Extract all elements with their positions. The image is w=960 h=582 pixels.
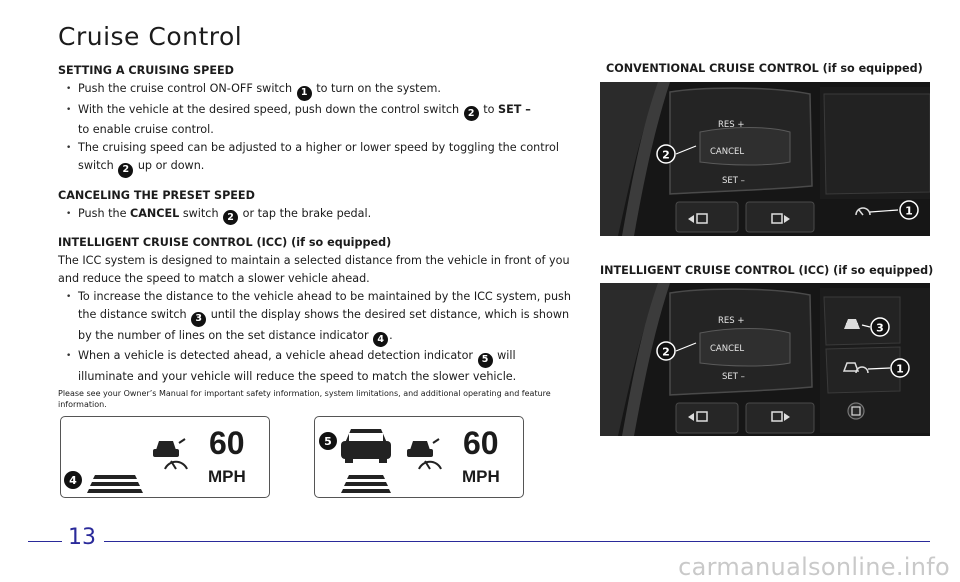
text: SET –: [498, 102, 531, 116]
icc-intro: The ICC system is designed to maintain a selected distance from the vehicle in front of you and reduce the speed to match a slower vehicle ahead.: [58, 254, 570, 285]
set-label: SET –: [722, 372, 745, 382]
text: to enable cruise control.: [78, 123, 214, 136]
text: Push the cruise control ON-OFF switch: [78, 82, 293, 95]
instructions-column: [58, 62, 573, 410]
vehicle-ahead-icon: [341, 429, 391, 463]
display-unit: MPH: [462, 467, 500, 486]
footer-rule-left: [28, 541, 62, 542]
callout-5: 5: [319, 432, 337, 450]
icc-bullet-2: [58, 347, 573, 386]
icc-heading: INTELLIGENT CRUISE CONTROL (ICC) (if so equipped): [58, 236, 392, 249]
text: .: [389, 328, 393, 342]
page-title: Cruise Control: [58, 22, 243, 51]
callout-4: 4: [64, 471, 82, 489]
callout-2: 2: [662, 148, 670, 162]
setting-heading: SETTING A CRUISING SPEED: [58, 64, 234, 77]
canceling-heading: CANCELING THE PRESET SPEED: [58, 188, 255, 202]
callout-badge: 1: [297, 86, 312, 101]
steering-switch-illustration: [600, 82, 930, 236]
set-label: SET –: [722, 176, 745, 186]
icc-car-icon: [153, 439, 187, 469]
callout-badge: 2: [464, 106, 479, 121]
canceling-bullet-1: [58, 205, 573, 226]
text: Push the: [78, 206, 127, 220]
setting-bullet-3: [58, 139, 573, 178]
icc-section: [58, 234, 573, 410]
display-vehicle-ahead: [314, 416, 524, 498]
conventional-switch-photo: [600, 82, 930, 236]
text: switch: [182, 206, 219, 220]
text: The cruising speed can be adjusted to a higher or lower speed by toggling the control switch: [78, 141, 559, 172]
icc-car-icon: [407, 439, 441, 469]
setting-bullet-2: [58, 101, 573, 140]
cancel-label: CANCEL: [710, 147, 745, 157]
text: to turn on the system.: [316, 82, 441, 95]
icc-bullet-1: [58, 288, 573, 347]
setting-section: [58, 62, 573, 178]
display-set-distance: [60, 416, 270, 498]
callout-1: 1: [905, 204, 913, 218]
text: to: [483, 102, 495, 116]
text: When a vehicle is detected ahead, a vehicle ahead detection indicator: [78, 349, 474, 362]
callout-2: 2: [662, 345, 670, 359]
safety-note: Please see your Owner’s Manual for important safety information, system limitations, and additional operating and feature information.: [58, 388, 551, 409]
page-number: 13: [68, 525, 96, 550]
distance-lines: [87, 475, 143, 493]
icc-switch-photo: [600, 283, 930, 436]
watermark: carmanualsonline.info: [678, 553, 950, 581]
callout-badge: 2: [118, 163, 133, 178]
text: or tap the brake pedal.: [242, 206, 372, 220]
text: until the display shows the desired set distance, which is shown by the number of lines on the set distance indicator: [78, 308, 570, 342]
text: With the vehicle at the desired speed, push down the control switch: [78, 102, 460, 116]
callout-3: 3: [876, 321, 884, 335]
distance-lines: [341, 475, 391, 493]
canceling-section: [58, 187, 573, 226]
display-speed: 60: [209, 425, 245, 461]
text: up or down.: [137, 159, 205, 172]
callout-badge: 4: [373, 332, 388, 347]
res-label: RES +: [718, 316, 745, 326]
callout-badge: 5: [478, 353, 493, 368]
text: To increase the distance to the vehicle ahead to be maintained by the ICC system, push the distance switch: [78, 290, 571, 321]
setting-bullet-1: [58, 80, 573, 101]
callout-badge: 2: [223, 210, 238, 225]
cancel-label: CANCEL: [710, 344, 745, 354]
callout-badge: 3: [191, 312, 206, 327]
steering-switch-illustration: [600, 283, 930, 436]
callout-1: 1: [896, 362, 904, 376]
display-speed: 60: [463, 425, 499, 461]
res-label: RES +: [718, 120, 745, 130]
text: CANCEL: [130, 206, 180, 220]
lane-assist-icon: [848, 403, 864, 419]
footer-rule-right: [104, 541, 930, 542]
text: will illuminate and your vehicle will reduce the speed to match the slower vehicle.: [78, 349, 517, 383]
intelligent-heading: INTELLIGENT CRUISE CONTROL (ICC) (if so equipped): [600, 264, 934, 277]
conventional-heading: CONVENTIONAL CRUISE CONTROL (if so equipped): [606, 62, 923, 75]
display-unit: MPH: [208, 467, 246, 486]
